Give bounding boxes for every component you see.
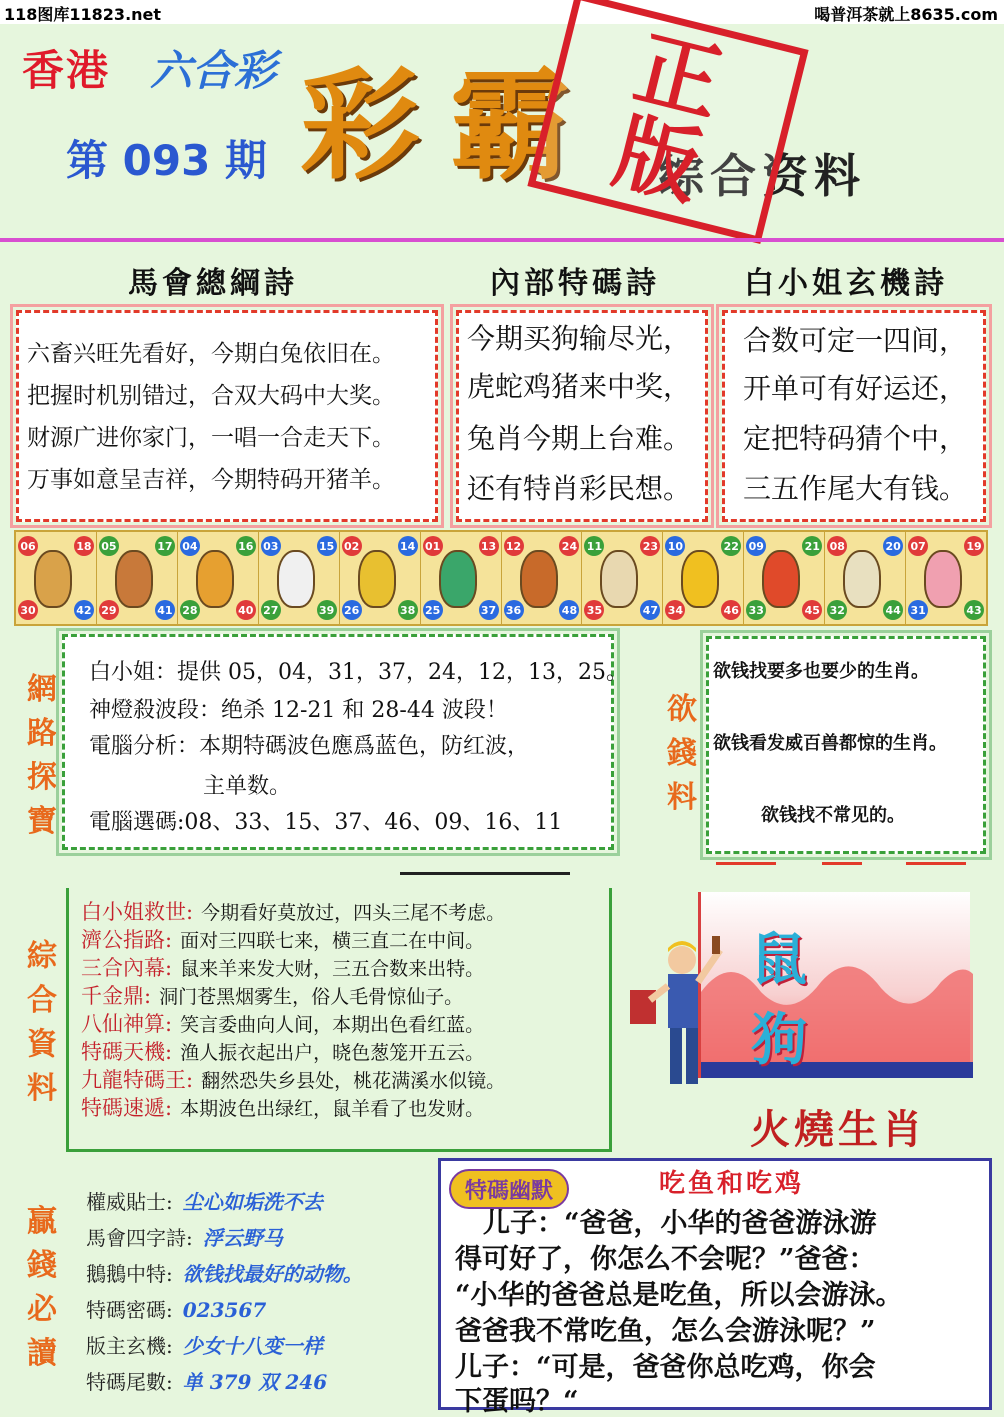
money-label: 欲錢料 xyxy=(667,692,697,815)
zodiac-number: 11 xyxy=(584,536,604,556)
painter-icon xyxy=(624,930,724,1100)
zodiac-number: 07 xyxy=(908,536,928,556)
zodiac-number: 40 xyxy=(236,600,256,620)
zodiac-number: 41 xyxy=(155,600,175,620)
zodiac-number: 24 xyxy=(559,536,579,556)
poem-2-line-4: 还有特肖彩民想。 xyxy=(467,472,692,505)
tiger-icon xyxy=(196,550,234,608)
main-title: 彩霸 xyxy=(300,55,600,196)
red-dash xyxy=(906,862,966,865)
win-row xyxy=(86,1258,363,1287)
stamp-char-2: 版 xyxy=(604,101,711,218)
zodiac-number: 02 xyxy=(342,536,362,556)
win-row-value: 少女十八变一样 xyxy=(182,1334,323,1358)
site-link-right[interactable]: 喝普洱茶就上8635.com xyxy=(814,5,998,24)
combo-row-key: 特碼天機: xyxy=(81,1040,173,1064)
combo-row-value: 渔人振衣起出户，晓色葱笼开五云。 xyxy=(180,1042,485,1064)
zodiac-number: 39 xyxy=(317,600,337,620)
combo-row xyxy=(81,1036,484,1066)
title-marksix: 六合彩 xyxy=(150,46,277,95)
zodiac-cell xyxy=(421,532,502,624)
zodiac-number: 16 xyxy=(236,536,256,556)
rat-icon xyxy=(34,550,72,608)
win-row-key: 特碼密碼: xyxy=(86,1298,173,1322)
treasure-line-4: 主单数。 xyxy=(203,774,292,799)
zodiac-number: 12 xyxy=(504,536,524,556)
poem-box-2 xyxy=(456,310,708,522)
red-dash xyxy=(822,862,862,865)
combo-label: 綜合資料 xyxy=(27,939,57,1106)
zodiac-number: 34 xyxy=(665,600,685,620)
combo-row xyxy=(81,952,484,982)
poem-1-line-1: 六畜兴旺先看好，今期白兔依旧在。 xyxy=(27,341,395,367)
money-line-1: 欲钱找要多也要少的生肖。 xyxy=(713,661,929,682)
zodiac-cell xyxy=(340,532,421,624)
win-row xyxy=(86,1366,327,1395)
poem-3-line-2: 开单可有好运还， xyxy=(743,372,968,405)
zodiac-number: 31 xyxy=(908,600,928,620)
joke-line-5: 儿子：“可是，爸爸你总吃鸡，你会 xyxy=(455,1352,876,1383)
zodiac-number: 20 xyxy=(883,536,903,556)
zodiac-number: 08 xyxy=(827,536,847,556)
poem-2-line-2: 虎蛇鸡猪来中奖， xyxy=(467,370,692,403)
pig-icon xyxy=(924,550,962,608)
zodiac-number: 15 xyxy=(317,536,337,556)
subtitle: 综合资料 xyxy=(658,149,866,203)
win-row-key: 鵝鵝中特: xyxy=(86,1262,173,1286)
win-row-value: 尘心如垢洗不去 xyxy=(182,1190,323,1214)
win-row-key: 權威貼士: xyxy=(86,1190,173,1214)
top-bar xyxy=(0,0,1004,24)
zodiac-number: 14 xyxy=(398,536,418,556)
title-hongkong: 香港 xyxy=(22,46,111,95)
zodiac-number: 19 xyxy=(964,536,984,556)
poem-3-line-3: 定把特码猜个中， xyxy=(743,422,968,455)
combo-row-value: 洞门苍黑烟雾生，俗人毛骨惊仙子。 xyxy=(159,986,464,1008)
combo-row xyxy=(81,1092,484,1122)
joke-line-6: 下蛋吗？“ xyxy=(455,1386,579,1417)
zodiac-number: 17 xyxy=(155,536,175,556)
zodiac-number: 13 xyxy=(479,536,499,556)
zodiac-number: 10 xyxy=(665,536,685,556)
red-dash xyxy=(716,862,776,865)
zodiac-cell xyxy=(744,532,825,624)
treasure-line-5: 電腦選碼:08、33、15、37、46、09、16、11 xyxy=(89,810,563,835)
zodiac-number: 29 xyxy=(99,600,119,620)
win-row-key: 馬會四字詩: xyxy=(86,1226,193,1250)
zodiac-number: 36 xyxy=(504,600,524,620)
poem-box-1 xyxy=(16,310,438,522)
joke-line-3: “小华的爸爸总是吃鱼，所以会游泳。 xyxy=(455,1280,903,1311)
poem-3-line-4: 三五作尾大有钱。 xyxy=(743,472,968,505)
zodiac-number: 28 xyxy=(180,600,200,620)
zodiac-cell xyxy=(582,532,663,624)
win-row xyxy=(86,1186,323,1215)
goat-icon xyxy=(600,550,638,608)
treasure-line-3: 電腦分析：本期特碼波色應爲蓝色，防红波， xyxy=(89,734,530,759)
combo-row xyxy=(81,924,484,954)
combo-row-key: 九龍特碼王: xyxy=(81,1068,194,1092)
win-row-key: 特碼尾數: xyxy=(86,1370,173,1394)
zodiac-number: 43 xyxy=(964,600,984,620)
divider-line xyxy=(400,872,570,875)
zodiac-number: 06 xyxy=(18,536,38,556)
zodiac-number: 32 xyxy=(827,600,847,620)
fire-caption: 火燒生肖 xyxy=(750,1106,926,1153)
poem-title-1: 馬會總綱詩 xyxy=(128,266,298,301)
treasure-line-1: 白小姐：提供 05，04，31，37，24，12，13，25。 xyxy=(89,660,628,685)
zodiac-number: 42 xyxy=(74,600,94,620)
win-row xyxy=(86,1222,283,1251)
treasure-line-2: 神燈殺波段：绝杀 12-21 和 28-44 波段！ xyxy=(89,698,508,723)
win-row xyxy=(86,1294,266,1323)
zodiac-number: 21 xyxy=(802,536,822,556)
treasure-box xyxy=(62,634,628,850)
zodiac-cell xyxy=(906,532,986,624)
combo-row xyxy=(81,1064,505,1094)
poem-2-line-1: 今期买狗输尽光， xyxy=(467,322,692,355)
zodiac-cell xyxy=(502,532,583,624)
zodiac-number: 48 xyxy=(559,600,579,620)
win-row-value: 浮云野马 xyxy=(202,1226,283,1250)
combo-row-key: 三合內幕: xyxy=(81,956,173,980)
zodiac-strip xyxy=(14,530,988,626)
rooster-icon xyxy=(762,550,800,608)
win-row-value: 单 379 双 246 xyxy=(182,1370,328,1394)
zodiac-number: 18 xyxy=(74,536,94,556)
horse-icon xyxy=(520,550,558,608)
zodiac-cell xyxy=(178,532,259,624)
win-row-value: 023567 xyxy=(182,1298,267,1322)
money-line-2: 欲钱看发威百兽都惊的生肖。 xyxy=(713,733,947,754)
zodiac-number: 22 xyxy=(721,536,741,556)
rabbit-icon xyxy=(277,550,315,608)
zodiac-number: 05 xyxy=(99,536,119,556)
combo-row-key: 濟公指路: xyxy=(81,928,173,952)
zodiac-cell xyxy=(825,532,906,624)
combo-row-value: 笑言委曲向人间，本期出色看红蓝。 xyxy=(180,1014,485,1036)
win-rows xyxy=(86,1186,426,1406)
zodiac-number: 38 xyxy=(398,600,418,620)
poem-1-line-4: 万事如意呈吉祥，今期特码开猪羊。 xyxy=(27,467,395,493)
win-row xyxy=(86,1330,323,1359)
zodiac-number: 01 xyxy=(423,536,443,556)
combo-row-key: 八仙神算: xyxy=(81,1012,173,1036)
joke-badge: 特碼幽默 xyxy=(449,1169,569,1209)
zodiac-number: 46 xyxy=(721,600,741,620)
zodiac-number: 09 xyxy=(746,536,766,556)
zodiac-cell xyxy=(16,532,97,624)
combo-row-value: 鼠来羊来发大财，三五合数来出特。 xyxy=(180,958,485,980)
zodiac-number: 37 xyxy=(479,600,499,620)
zodiac-number: 35 xyxy=(584,600,604,620)
zodiac-number: 23 xyxy=(640,536,660,556)
combo-row xyxy=(81,1008,484,1038)
zodiac-number: 45 xyxy=(802,600,822,620)
poem-1-line-2: 把握时机别错过，合双大码中大奖。 xyxy=(27,383,395,409)
win-row-key: 版主玄機: xyxy=(86,1334,173,1358)
zodiac-number: 30 xyxy=(18,600,38,620)
combo-row-value: 本期波色出绿红，鼠羊看了也发财。 xyxy=(180,1098,485,1120)
zodiac-cell xyxy=(663,532,744,624)
zodiac-number: 44 xyxy=(883,600,903,620)
joke-box xyxy=(438,1158,992,1417)
official-stamp xyxy=(527,0,808,244)
poem-1-line-3: 财源广进你家门，一唱一合走天下。 xyxy=(27,425,395,451)
ox-icon xyxy=(115,550,153,608)
joke-title: 吃鱼和吃鸡 xyxy=(659,1169,805,1199)
zodiac-number: 47 xyxy=(640,600,660,620)
issue-number: 第 093 期 xyxy=(66,136,267,185)
combo-row-value: 今期看好莫放过，四头三尾不考虑。 xyxy=(201,902,506,924)
poem-box-3 xyxy=(722,310,986,522)
win-row-value: 欲钱找最好的动物。 xyxy=(182,1262,363,1286)
dragon-icon xyxy=(358,550,396,608)
zodiac-number: 27 xyxy=(261,600,281,620)
combo-row xyxy=(81,896,505,926)
poem-title-3: 白小姐玄機詩 xyxy=(744,266,948,301)
zodiac-number: 04 xyxy=(180,536,200,556)
poem-3-line-1: 合数可定一四间， xyxy=(743,324,968,357)
combo-row-value: 面对三四联七来，横三直二在中间。 xyxy=(180,930,485,952)
joke-line-4: 爸爸我不常吃鱼，怎么会游泳呢？” xyxy=(455,1316,876,1347)
zodiac-number: 33 xyxy=(746,600,766,620)
dog-icon xyxy=(843,550,881,608)
combo-row-key: 白小姐救世: xyxy=(81,900,194,924)
header-divider xyxy=(0,238,1004,242)
site-link-left[interactable]: 118图库11823.net xyxy=(4,5,162,24)
treasure-label: 網路探寶 xyxy=(27,672,57,839)
poem-2-line-3: 兔肖今期上台难。 xyxy=(467,422,692,455)
joke-line-2: 得可好了，你怎么不会呢？”爸爸： xyxy=(455,1244,876,1275)
combo-row-key: 千金鼎: xyxy=(81,984,152,1008)
money-line-3: 欲钱找不常见的。 xyxy=(761,805,905,826)
combo-row-key: 特碼速遞: xyxy=(81,1096,173,1120)
joke-line-1: 儿子：“爸爸，小华的爸爸游泳游 xyxy=(483,1208,877,1239)
snake-icon xyxy=(439,550,477,608)
poem-title-2: 內部特碼詩 xyxy=(490,266,660,301)
money-box xyxy=(706,636,986,854)
combo-row-value: 翻然恐失乡县处，桃花满溪水似镜。 xyxy=(201,1070,506,1092)
zodiac-cell xyxy=(97,532,178,624)
monkey-icon xyxy=(681,550,719,608)
zodiac-number: 03 xyxy=(261,536,281,556)
fire-zodiac-words: 鼠 狗 xyxy=(751,927,837,1073)
zodiac-number: 25 xyxy=(423,600,443,620)
combo-row xyxy=(81,980,463,1010)
win-label: 贏錢必讀 xyxy=(27,1204,57,1371)
combo-box xyxy=(66,888,612,1152)
zodiac-cell xyxy=(259,532,340,624)
zodiac-number: 26 xyxy=(342,600,362,620)
stamp-char-1: 正 xyxy=(625,17,732,134)
fire-panel xyxy=(698,892,970,1078)
